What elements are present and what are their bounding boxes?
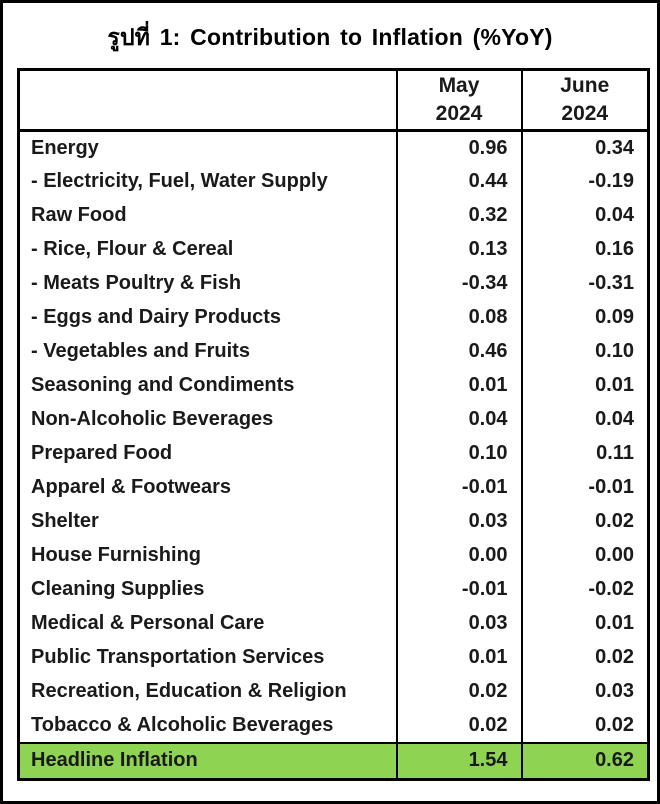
row-label: Non-Alcoholic Beverages: [31, 408, 274, 430]
headline-label: Headline Inflation: [19, 743, 397, 780]
header-may-cell: [397, 70, 522, 131]
row-value-may: -0.01: [397, 573, 522, 607]
table-row: [19, 675, 649, 709]
row-value-may: 0.04: [397, 403, 522, 437]
table-row: [19, 641, 649, 675]
row-label: Raw Food: [31, 204, 127, 226]
row-value-may: -0.34: [397, 267, 522, 301]
row-label: - Rice, Flour & Cereal: [31, 238, 234, 260]
table-row: [19, 403, 649, 437]
row-value-june: 0.34: [522, 131, 649, 165]
table-row: [19, 335, 649, 369]
headline-value-may: 1.54: [397, 743, 522, 780]
row-value-june: 0.16: [522, 233, 649, 267]
row-value-june: -0.31: [522, 267, 649, 301]
row-value-may: 0.32: [397, 199, 522, 233]
page-title: รูปที่ 1: Contribution to Inflation (%YoY): [107, 24, 553, 50]
row-value-may: 0.44: [397, 165, 522, 199]
table-row: [19, 369, 649, 403]
row-label: - Electricity, Fuel, Water Supply: [31, 170, 328, 192]
row-value-june: 0.09: [522, 301, 649, 335]
table-row: [19, 165, 649, 199]
row-label: Cleaning Supplies: [31, 578, 205, 600]
table-header: [19, 70, 649, 131]
row-value-may: 0.01: [397, 369, 522, 403]
table-row: [19, 199, 649, 233]
header-may-line1: May: [438, 74, 480, 98]
row-value-june: -0.02: [522, 573, 649, 607]
row-label: - Vegetables and Fruits: [31, 340, 250, 362]
row-value-june: -0.19: [522, 165, 649, 199]
table-row: [19, 267, 649, 301]
row-value-may: 0.03: [397, 505, 522, 539]
row-label: Medical & Personal Care: [31, 612, 265, 634]
row-value-june: 0.11: [522, 437, 649, 471]
row-value-may: 0.08: [397, 301, 522, 335]
header-june-cell: [522, 70, 649, 131]
row-label: Shelter: [31, 510, 99, 532]
row-label: Prepared Food: [31, 442, 173, 464]
row-label: Energy: [31, 136, 99, 159]
row-value-may: 0.10: [397, 437, 522, 471]
table-row: [19, 505, 649, 539]
row-value-may: 0.02: [397, 675, 522, 709]
row-value-june: 0.00: [522, 539, 649, 573]
row-value-may: -0.01: [397, 471, 522, 505]
table-row: [19, 131, 649, 165]
table-row: [19, 301, 649, 335]
header-may-line2: 2024: [435, 102, 483, 125]
row-value-june: 0.02: [522, 709, 649, 743]
table-row: [19, 539, 649, 573]
headline-row: [19, 743, 649, 780]
row-value-may: 0.96: [397, 131, 522, 165]
header-row: [19, 70, 649, 131]
row-value-may: 0.02: [397, 709, 522, 743]
row-value-june: 0.03: [522, 675, 649, 709]
row-value-june: 0.04: [522, 199, 649, 233]
row-value-june: 0.01: [522, 607, 649, 641]
row-label: Seasoning and Condiments: [31, 374, 295, 396]
row-value-june: 0.01: [522, 369, 649, 403]
headline-value-june: 0.62: [522, 743, 649, 780]
inflation-table: [17, 68, 650, 781]
table-body: [19, 131, 649, 743]
row-value-june: 0.02: [522, 641, 649, 675]
row-value-may: 0.13: [397, 233, 522, 267]
table-row: [19, 607, 649, 641]
row-label: Recreation, Education & Religion: [31, 680, 347, 702]
table-row: [19, 573, 649, 607]
row-label: - Meats Poultry & Fish: [31, 272, 242, 294]
table-row: [19, 233, 649, 267]
header-label-cell: [19, 70, 397, 131]
row-value-june: 0.10: [522, 335, 649, 369]
row-value-june: -0.01: [522, 471, 649, 505]
row-label: Public Transportation Services: [31, 646, 325, 668]
row-label: Tobacco & Alcoholic Beverages: [31, 713, 334, 736]
table-row: [19, 437, 649, 471]
row-label: - Eggs and Dairy Products: [31, 306, 282, 328]
row-value-may: 0.46: [397, 335, 522, 369]
row-value-may: 0.01: [397, 641, 522, 675]
header-june-line1: June: [560, 74, 610, 98]
row-value-may: 0.03: [397, 607, 522, 641]
table-footer: [19, 743, 649, 780]
header-june-line2: 2024: [561, 102, 609, 125]
row-label: House Furnishing: [31, 544, 201, 566]
row-label: Apparel & Footwears: [31, 476, 232, 498]
row-value-may: 0.00: [397, 539, 522, 573]
table-row: [19, 471, 649, 505]
row-value-june: 0.02: [522, 505, 649, 539]
table-row: [19, 709, 649, 743]
row-value-june: 0.04: [522, 403, 649, 437]
